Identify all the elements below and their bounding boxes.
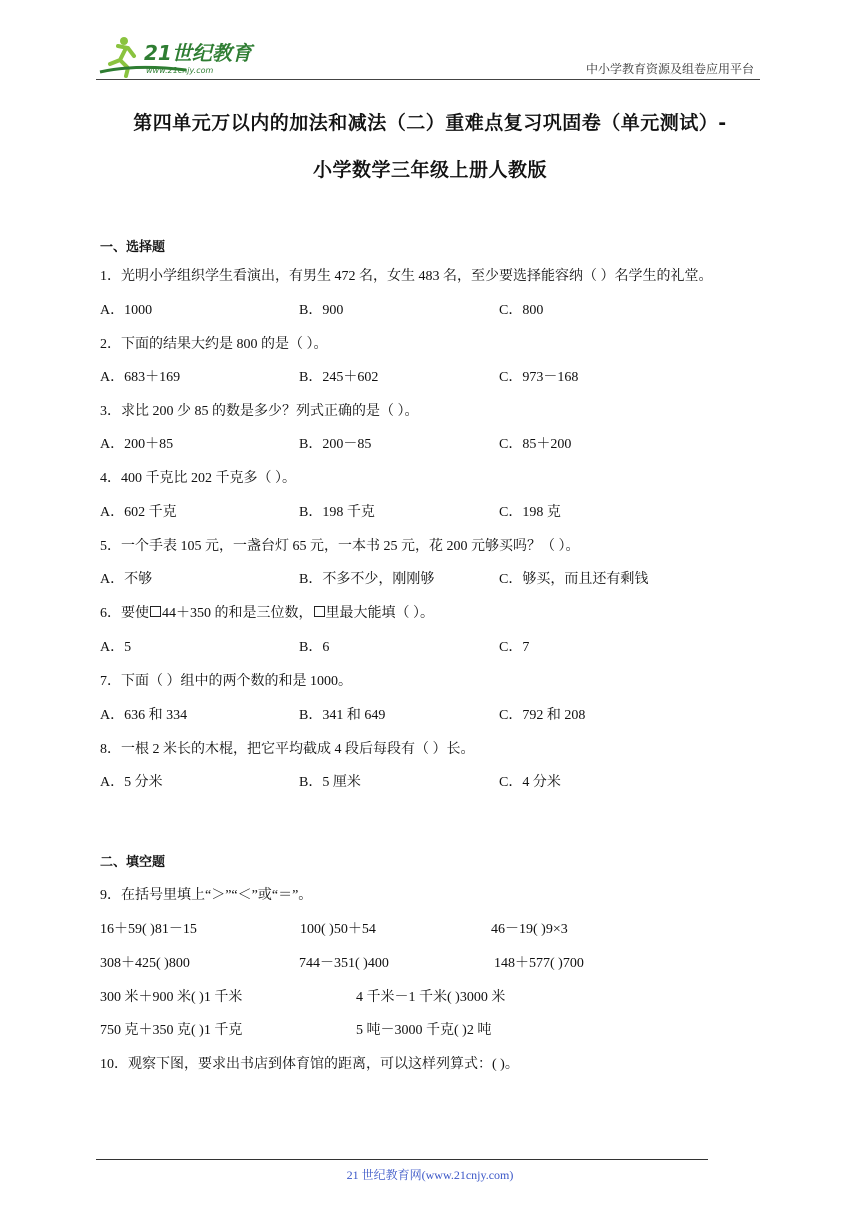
question-1: 1．光明小学组织学生看演出，有男生 472 名，女生 483 名，至少要选择能容纳（ ）名学生的礼堂。 — [100, 269, 713, 284]
section-heading-fill: 二、填空题 — [100, 855, 166, 870]
footer-text: 21 世纪教育网(www.21cnjy.com) — [346, 1168, 514, 1182]
q9-item: 100( )50＋54 — [300, 922, 376, 937]
q4-option-a: A．602 千克 — [100, 505, 177, 520]
q9-item: 46－19( )9×3 — [491, 922, 568, 937]
logo-url: www.21cnjy.com — [146, 66, 214, 75]
doc-title-line1: 第四单元万以内的加法和减法（二）重难点复习巩固卷（单元测试）- — [133, 112, 727, 134]
q7-option-b: B．341 和 649 — [299, 708, 386, 723]
logo-text: 21世纪教育 — [144, 41, 252, 65]
blank-box-icon — [150, 606, 161, 617]
q1-option-b: B．900 — [299, 303, 344, 318]
q7-option-c: C．792 和 208 — [499, 708, 586, 723]
q6-option-b: B．6 — [299, 640, 330, 655]
platform-name: 中小学教育资源及组卷应用平台 — [585, 62, 754, 76]
site-logo — [96, 34, 266, 78]
question-9: 9．在括号里填上“＞”“＜”或“＝”。 — [100, 888, 313, 903]
q2-option-b: B．245＋602 — [299, 370, 379, 385]
question-5: 5．一个手表 105 元，一盏台灯 65 元，一本书 25 元，花 200 元够买吗？（ ）。 — [100, 539, 580, 554]
q3-option-a: A．200＋85 — [100, 437, 174, 452]
q3-option-b: B．200－85 — [299, 437, 372, 452]
q5-option-a: A．不够 — [100, 572, 153, 587]
q4-option-c: C．198 克 — [499, 505, 561, 520]
question-4: 4．400 千克比 202 千克多（ ）。 — [100, 471, 296, 486]
q9-item: 148＋577( )700 — [494, 956, 584, 971]
question-6 — [100, 602, 434, 622]
q9-item: 300 米＋900 米( )1 千米 — [100, 990, 243, 1005]
q5-option-c: C．够买，而且还有剩钱 — [499, 572, 649, 587]
q8-option-b: B．5 厘米 — [299, 775, 361, 790]
q6-text-before: 6．要使 — [100, 606, 149, 621]
q6-text-after: 里最大能填（ ）。 — [325, 606, 434, 621]
question-8: 8．一根 2 米长的木棍，把它平均截成 4 段后每段有（ ）长。 — [100, 742, 475, 757]
q9-item: 744－351( )400 — [299, 956, 389, 971]
blank-box-icon — [314, 606, 325, 617]
q4-option-b: B．198 千克 — [299, 505, 375, 520]
q1-option-c: C．800 — [499, 303, 544, 318]
q2-option-c: C．973－168 — [499, 370, 579, 385]
section-heading-choice: 一、选择题 — [100, 240, 166, 255]
q9-item: 5 吨－3000 千克( )2 吨 — [356, 1023, 492, 1038]
header-divider — [96, 79, 760, 80]
question-3: 3．求比 200 少 85 的数是多少？列式正确的是（ ）。 — [100, 404, 419, 419]
q6-option-c: C．7 — [499, 640, 530, 655]
q9-item: 4 千米－1 千米( )3000 米 — [356, 990, 506, 1005]
footer-divider — [96, 1159, 708, 1160]
q7-option-a: A．636 和 334 — [100, 708, 188, 723]
q9-item: 750 克＋350 克( )1 千克 — [100, 1023, 243, 1038]
doc-title-line2: 小学数学三年级上册人教版 — [312, 159, 547, 181]
q6-text-mid: 44＋350 的和是三位数， — [162, 606, 313, 621]
q3-option-c: C．85＋200 — [499, 437, 572, 452]
q9-item: 308＋425( )800 — [100, 956, 190, 971]
question-2: 2．下面的结果大约是 800 的是（ ）。 — [100, 337, 328, 352]
question-10: 10．观察下图，要求出书店到体育馆的距离，可以这样列算式：( )。 — [100, 1057, 519, 1072]
q8-option-a: A．5 分米 — [100, 775, 163, 790]
q9-item: 16＋59( )81－15 — [100, 922, 197, 937]
q2-option-a: A．683＋169 — [100, 370, 181, 385]
q1-option-a: A．1000 — [100, 303, 153, 318]
q8-option-c: C．4 分米 — [499, 775, 561, 790]
q5-option-b: B．不多不少，刚刚够 — [299, 572, 435, 587]
q6-option-a: A．5 — [100, 640, 132, 655]
question-7: 7．下面（ ）组中的两个数的和是 1000。 — [100, 674, 352, 689]
page-header — [96, 34, 760, 80]
